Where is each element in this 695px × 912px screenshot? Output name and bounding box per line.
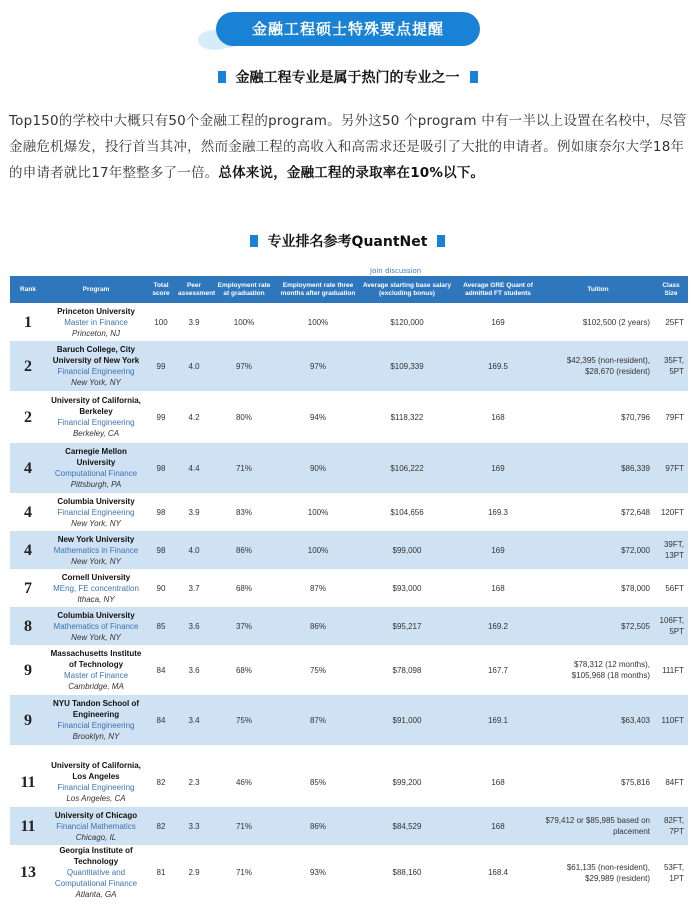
cell-gre: 169.5 xyxy=(454,341,542,391)
table-row xyxy=(10,757,688,807)
table-row xyxy=(10,645,688,695)
cell-tuition: $102,500 (2 years) xyxy=(582,317,650,327)
cell-emp-grad: 37% xyxy=(212,607,276,645)
cell-score: 98 xyxy=(156,507,166,517)
cell-program xyxy=(46,493,146,531)
cell-emp-3mo: 87% xyxy=(309,583,326,593)
cell-program xyxy=(46,807,146,845)
university-name: University of California, Berkeley xyxy=(51,396,141,416)
cell-gre: 168 xyxy=(454,807,542,845)
cell-emp-3mo: 75% xyxy=(309,665,326,675)
banner-title: 金融工程硕士特殊要点提醒 xyxy=(216,12,480,46)
program-link[interactable]: MEng, FE concentration xyxy=(53,583,139,593)
cell-program xyxy=(46,607,146,645)
cell-tuition: $72,505 xyxy=(542,607,654,645)
cell-tuition: $42,395 (non-resident), $28,670 (resident) xyxy=(542,341,654,391)
cell-peer: 3.6 xyxy=(176,607,212,645)
program-link[interactable]: Financial Engineering xyxy=(57,507,135,517)
university-name: Massachusetts Institute of Technology xyxy=(50,649,142,669)
table-row xyxy=(10,569,688,607)
cell-salary: $104,656 xyxy=(390,507,424,517)
program-link[interactable]: Master of Finance xyxy=(63,671,129,680)
cell-salary: $99,000 xyxy=(360,531,454,569)
cell-program xyxy=(46,391,146,443)
cell-gre: 169.3 xyxy=(487,507,509,517)
university-name: Georgia Institute of Technology xyxy=(59,846,133,866)
cell-peer: 3.7 xyxy=(188,583,200,593)
program-link[interactable]: Financial Engineering xyxy=(57,367,135,376)
cell-tuition: $79,412 or $85,985 based on placement xyxy=(542,807,654,845)
cell-tuition: $72,000 xyxy=(542,531,654,569)
intro-bold-text: 总体来说，金融工程的录取率在10%以下。 xyxy=(218,165,485,181)
university-name: Baruch College, City University of New York xyxy=(52,345,140,365)
cell-size: 110FT xyxy=(654,695,688,745)
location: Cambridge, MA xyxy=(68,682,124,691)
cell-size: 82FT, 7PT xyxy=(654,807,688,845)
program-link[interactable]: Master in Finance xyxy=(64,317,128,327)
program-link[interactable]: Computational Finance xyxy=(54,469,138,478)
table-header-row xyxy=(10,276,688,303)
program-link[interactable]: Financial Mathematics xyxy=(56,821,136,831)
cell-salary: $93,000 xyxy=(392,583,422,593)
location: New York, NY xyxy=(71,556,121,566)
location: Chicago, IL xyxy=(75,832,117,842)
cell-size: 25FT xyxy=(665,317,684,327)
cell-emp-grad: 71% xyxy=(212,807,276,845)
cell-salary: $91,000 xyxy=(360,695,454,745)
location: Pittsburgh, PA xyxy=(70,480,122,489)
cell-salary: $106,222 xyxy=(360,443,454,493)
square-bullet-icon xyxy=(218,71,226,83)
cell-salary: $109,339 xyxy=(360,341,454,391)
cell-program xyxy=(46,569,146,607)
cell-size: 84FT xyxy=(665,777,684,787)
cell-tuition: $72,648 xyxy=(621,507,650,517)
table-spacer-row xyxy=(10,745,688,757)
cell-score: 81 xyxy=(156,868,166,877)
cell-rank: 7 xyxy=(24,579,32,597)
location: Los Angeles, CA xyxy=(66,794,126,803)
cell-tuition: $78,312 (12 months), $105,968 (18 months) xyxy=(571,660,650,680)
cell-size: 120FT xyxy=(660,507,684,517)
table-row xyxy=(10,695,688,745)
cell-peer: 2.9 xyxy=(188,868,200,877)
cell-gre: 169 xyxy=(491,317,505,327)
program-link[interactable]: Financial Engineering xyxy=(57,418,135,427)
cell-emp-grad: 75% xyxy=(212,695,276,745)
intro-paragraph xyxy=(9,108,689,186)
cell-peer: 3.9 xyxy=(188,507,200,517)
university-name: Cornell University xyxy=(61,572,131,582)
cell-peer: 4.0 xyxy=(176,531,212,569)
cell-gre: 169.1 xyxy=(454,695,542,745)
cell-score: 90 xyxy=(156,583,166,593)
column-header: Average GRE Quant of admitted FT students xyxy=(454,276,542,303)
column-header: Total score xyxy=(146,276,176,303)
intro-text: Top150的学校中大概只有50个金融工程的program。另外这50 个program 中有一半以上设置在名校中，尽管金融危机爆发，投行首当其冲，然而金融工程的高收入和高需求还是吸引了大批的申请者。例如康奈尔大学18年的申请者就比17年整整多了一倍。 xyxy=(9,113,687,181)
cell-size: 39FT, 13PT xyxy=(654,531,688,569)
square-bullet-icon xyxy=(437,235,445,247)
cell-tuition: $78,000 xyxy=(621,583,650,593)
section-heading-2 xyxy=(0,231,695,251)
cell-size: 106FT, 5PT xyxy=(654,607,688,645)
column-header: Employment rate at graduation xyxy=(212,276,276,303)
cell-score: 98 xyxy=(146,443,176,493)
cell-peer: 4.0 xyxy=(176,341,212,391)
cell-tuition: $75,816 xyxy=(621,777,650,787)
cell-gre: 168 xyxy=(491,583,505,593)
table-row xyxy=(10,607,688,645)
cell-peer: 2.3 xyxy=(188,777,200,787)
join-discussion-link[interactable]: Join discussion xyxy=(370,267,422,275)
cell-score: 100 xyxy=(154,317,168,327)
cell-gre: 169.2 xyxy=(454,607,542,645)
cell-salary: $95,217 xyxy=(360,607,454,645)
column-header: Employment rate three months after graduation xyxy=(276,276,360,303)
section-heading-1-text: 金融工程专业是属于热门的专业之一 xyxy=(235,70,460,86)
cell-program xyxy=(46,645,146,695)
cell-program xyxy=(46,443,146,493)
university-name: Columbia University xyxy=(57,496,135,506)
university-name: Princeton University xyxy=(57,306,135,316)
cell-salary: $78,098 xyxy=(392,665,422,675)
cell-size: 53FT, 1PT xyxy=(663,862,684,883)
cell-tuition: $70,796 xyxy=(621,412,650,422)
cell-program xyxy=(46,695,146,745)
cell-score: 99 xyxy=(146,341,176,391)
cell-peer: 3.3 xyxy=(176,807,212,845)
cell-emp-3mo: 100% xyxy=(307,507,329,517)
cell-emp-3mo: 86% xyxy=(276,607,360,645)
university-name: NYU Tandon School of Engineering xyxy=(52,699,140,719)
table-row xyxy=(10,807,688,845)
cell-salary: $118,322 xyxy=(390,412,424,422)
cell-size: 56FT xyxy=(665,583,684,593)
square-bullet-icon xyxy=(470,71,478,83)
location: New York, NY xyxy=(71,632,121,642)
location: Brooklyn, NY xyxy=(72,732,120,741)
cell-gre: 169 xyxy=(454,443,542,493)
cell-emp-grad: 71% xyxy=(212,443,276,493)
program-link[interactable]: Financial Engineering xyxy=(57,721,135,730)
table-row xyxy=(10,303,688,341)
column-header: Rank xyxy=(10,276,46,303)
ranking-table xyxy=(10,276,688,900)
program-link[interactable]: Quantitative and Computational Finance xyxy=(54,868,138,888)
cell-peer: 4.2 xyxy=(188,412,200,422)
cell-rank: 11 xyxy=(20,773,36,791)
cell-peer: 3.4 xyxy=(176,695,212,745)
location: Ithaca, NY xyxy=(77,594,115,604)
cell-emp-grad: 100% xyxy=(233,317,255,327)
cell-peer: 4.4 xyxy=(176,443,212,493)
cell-size: 111FT xyxy=(662,665,684,675)
university-name: New York University xyxy=(57,534,135,544)
cell-emp-grad: 86% xyxy=(212,531,276,569)
column-header: Average starting base salary (excluding bonus) xyxy=(360,276,454,303)
cell-rank: 4 xyxy=(10,531,46,569)
cell-emp-grad: 68% xyxy=(235,583,252,593)
cell-rank: 2 xyxy=(24,408,32,426)
location: Princeton, NJ xyxy=(71,328,121,338)
section-heading-1 xyxy=(0,67,695,87)
cell-emp-3mo: 86% xyxy=(276,807,360,845)
column-header: Program xyxy=(46,276,146,303)
cell-gre: 168 xyxy=(491,777,505,787)
cell-peer: 3.9 xyxy=(188,317,200,327)
university-name: University of California, Los Angeles xyxy=(51,761,141,781)
university-name: University of Chicago xyxy=(54,810,138,820)
program-link[interactable]: Mathematics in Finance xyxy=(53,545,139,555)
cell-emp-grad: 68% xyxy=(235,665,252,675)
cell-salary: $120,000 xyxy=(390,317,424,327)
location: Atlanta, GA xyxy=(75,890,117,899)
cell-tuition: $61,135 (non-resident), $29,989 (resident) xyxy=(566,862,650,883)
university-name: Carnegie Mellon University xyxy=(65,447,127,467)
cell-emp-3mo: 93% xyxy=(309,868,326,877)
cell-program xyxy=(46,341,146,391)
cell-emp-3mo: 87% xyxy=(276,695,360,745)
cell-program xyxy=(46,303,146,341)
location: New York, NY xyxy=(71,518,121,528)
cell-peer: 3.6 xyxy=(188,665,200,675)
column-header: Tuition xyxy=(542,276,654,303)
table-row xyxy=(10,391,688,443)
spacer-cell xyxy=(10,745,688,757)
cell-tuition: $63,403 xyxy=(542,695,654,745)
cell-rank: 8 xyxy=(10,607,46,645)
cell-emp-grad: 80% xyxy=(235,412,252,422)
column-header: Peer assessment xyxy=(176,276,212,303)
cell-emp-grad: 97% xyxy=(212,341,276,391)
column-header: Class Size xyxy=(654,276,688,303)
cell-score: 84 xyxy=(146,695,176,745)
cell-gre: 167.7 xyxy=(487,665,509,675)
university-name: Columbia University xyxy=(57,610,135,620)
cell-rank: 4 xyxy=(10,443,46,493)
table-row xyxy=(10,531,688,569)
cell-emp-grad: 83% xyxy=(235,507,252,517)
cell-salary: $84,529 xyxy=(360,807,454,845)
cell-gre: 168.4 xyxy=(487,868,509,877)
cell-rank: 2 xyxy=(10,341,46,391)
cell-emp-3mo: 94% xyxy=(309,412,326,422)
cell-score: 84 xyxy=(156,665,166,675)
cell-score: 82 xyxy=(146,807,176,845)
program-link[interactable]: Mathematics of Finance xyxy=(53,621,139,631)
cell-emp-3mo: 100% xyxy=(307,317,329,327)
table-row xyxy=(10,341,688,391)
cell-rank: 9 xyxy=(10,695,46,745)
cell-salary: $99,200 xyxy=(392,777,422,787)
cell-emp-3mo: 97% xyxy=(276,341,360,391)
cell-program xyxy=(46,757,146,807)
cell-rank: 11 xyxy=(10,807,46,845)
cell-program xyxy=(46,531,146,569)
cell-gre: 169 xyxy=(454,531,542,569)
cell-score: 98 xyxy=(146,531,176,569)
table-row xyxy=(10,845,688,900)
cell-rank: 13 xyxy=(20,864,36,881)
cell-size: 35FT, 5PT xyxy=(654,341,688,391)
cell-gre: 168 xyxy=(491,412,505,422)
cell-score: 82 xyxy=(156,777,166,787)
location: New York, NY xyxy=(71,378,121,387)
cell-rank: 4 xyxy=(24,503,32,521)
cell-emp-3mo: 90% xyxy=(276,443,360,493)
cell-emp-3mo: 85% xyxy=(309,777,326,787)
cell-salary: $88,160 xyxy=(392,868,422,877)
square-bullet-icon xyxy=(250,235,258,247)
cell-emp-3mo: 100% xyxy=(276,531,360,569)
cell-emp-grad: 71% xyxy=(235,868,252,877)
program-link[interactable]: Financial Engineering xyxy=(57,783,135,792)
cell-rank: 1 xyxy=(24,313,32,331)
cell-rank: 9 xyxy=(24,661,32,679)
cell-size: 79FT xyxy=(665,412,684,422)
cell-size: 97FT xyxy=(654,443,688,493)
section-heading-2-text: 专业排名参考QuantNet xyxy=(267,234,428,250)
cell-emp-grad: 46% xyxy=(235,777,252,787)
table-row xyxy=(10,443,688,493)
location: Berkeley, CA xyxy=(72,429,120,438)
table-row xyxy=(10,493,688,531)
header-banner-area xyxy=(0,0,695,60)
cell-score: 85 xyxy=(146,607,176,645)
cell-tuition: $86,339 xyxy=(542,443,654,493)
cell-program xyxy=(46,845,146,900)
cell-score: 99 xyxy=(156,412,166,422)
